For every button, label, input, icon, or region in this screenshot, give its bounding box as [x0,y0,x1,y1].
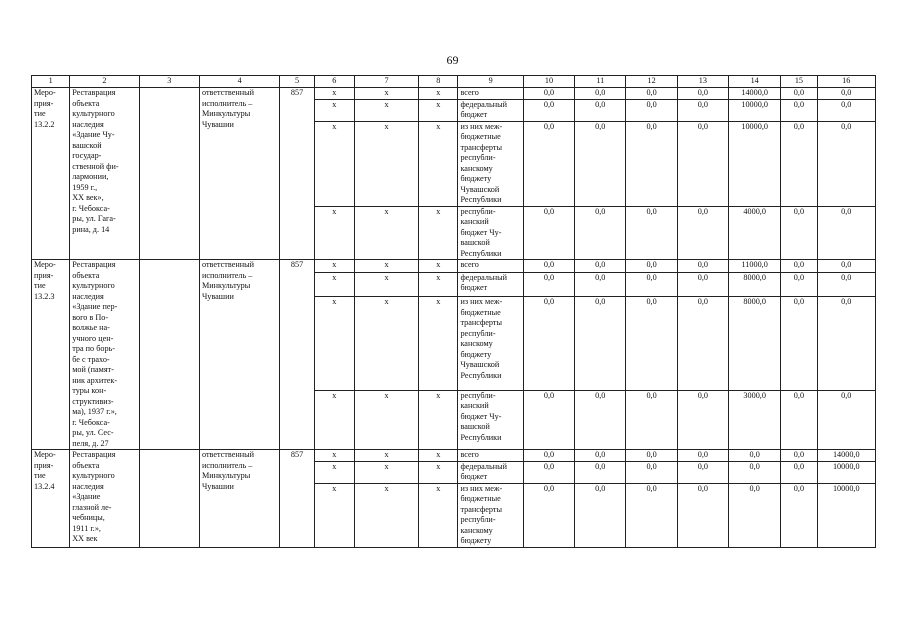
column-number: 14 [729,76,781,88]
amount-cell: 0,0 [781,390,817,449]
amount-cell: 0,0 [817,206,875,260]
table-row [32,450,876,462]
amount-cell: 0,0 [677,272,728,296]
amount-cell: 0,0 [677,390,728,449]
amount-cell: 0,0 [677,88,728,100]
amount-cell: 0,0 [817,99,875,121]
executor-cell: ответственный исполнитель – Минкультуры Чувашии [199,88,279,260]
amount-cell: 0,0 [817,297,875,391]
executor-cell: ответственный исполнитель – Минкультуры Чувашии [199,260,279,450]
object-name-cell: Реставрация объекта культурного наследия «Здание пер- вого в По- волжье на- учного цен- тра по борь- бе с трахо- мой (памят- ник архитек- туры кон- структивиз- ма), 1937 г.», г. Чебокса- ры, ул. Сес- пеля, д. 27 [70,260,139,450]
amount-cell: 0,0 [575,88,626,100]
amount-cell: 0,0 [523,121,574,206]
amount-cell: 0,0 [817,390,875,449]
amount-cell: 0,0 [677,121,728,206]
amount-cell: 0,0 [817,272,875,296]
amount-cell: 0,0 [677,260,728,273]
amount-cell: 0,0 [781,88,817,100]
activity-number-cell: Меро- прия- тие 13.2.4 [32,450,70,548]
column-number: 6 [314,76,354,88]
amount-cell: 14000,0 [729,88,781,100]
amount-cell: 0,0 [817,260,875,273]
amount-cell: 0,0 [626,390,677,449]
program-table [31,75,876,548]
classifier-cell: х [314,272,354,296]
amount-cell: 0,0 [523,88,574,100]
funding-source-cell: из них меж- бюджетные трансферты республи- канскому бюджету Чувашской Республики [458,121,523,206]
classifier-cell: х [354,260,418,273]
column-number: 16 [817,76,875,88]
classifier-cell: х [354,483,418,547]
amount-cell: 0,0 [575,450,626,462]
funding-source-cell: всего [458,450,523,462]
classifier-cell: х [419,121,458,206]
classifier-cell: х [419,483,458,547]
amount-cell: 0,0 [523,483,574,547]
column-number: 5 [280,76,314,88]
funding-source-cell: федеральный бюджет [458,272,523,296]
amount-cell: 0,0 [523,450,574,462]
amount-cell: 0,0 [523,206,574,260]
amount-cell: 0,0 [781,297,817,391]
column3-cell [139,260,199,450]
amount-cell: 0,0 [626,206,677,260]
column3-cell [139,450,199,548]
amount-cell: 3000,0 [729,390,781,449]
amount-cell: 0,0 [677,450,728,462]
column-number-row [32,76,876,88]
amount-cell: 0,0 [677,297,728,391]
activity-number-cell: Меро- прия- тие 13.2.2 [32,88,70,260]
column-number: 1 [32,76,70,88]
table-row [32,260,876,273]
budget-code-cell: 857 [280,260,314,450]
amount-cell: 0,0 [626,483,677,547]
classifier-cell: х [354,88,418,100]
column3-cell [139,88,199,260]
funding-source-cell: всего [458,88,523,100]
amount-cell: 0,0 [626,99,677,121]
amount-cell: 0,0 [523,461,574,483]
amount-cell: 0,0 [729,483,781,547]
column-number: 2 [70,76,139,88]
classifier-cell: х [419,88,458,100]
column-number: 11 [575,76,626,88]
classifier-cell: х [314,450,354,462]
column-number: 7 [354,76,418,88]
amount-cell: 11000,0 [729,260,781,273]
amount-cell: 0,0 [575,260,626,273]
funding-source-cell: всего [458,260,523,273]
amount-cell: 0,0 [575,272,626,296]
table-row [32,88,876,100]
amount-cell: 8000,0 [729,297,781,391]
amount-cell: 0,0 [575,99,626,121]
classifier-cell: х [314,297,354,391]
funding-source-cell: федеральный бюджет [458,99,523,121]
amount-cell: 10000,0 [729,99,781,121]
classifier-cell: х [354,461,418,483]
amount-cell: 0,0 [817,121,875,206]
funding-source-cell: из них меж- бюджетные трансферты республи- канскому бюджету [458,483,523,547]
amount-cell: 0,0 [729,461,781,483]
amount-cell: 0,0 [781,272,817,296]
amount-cell: 0,0 [523,272,574,296]
amount-cell: 0,0 [781,121,817,206]
activity-number-cell: Меро- прия- тие 13.2.3 [32,260,70,450]
object-name-cell: Реставрация объекта культурного наследия «Здание Чу- вашской государ- ственной фи- лармонии, 1959 г., XX век», г. Чебокса- ры, ул. Гага- рина, д. 14 [70,88,139,260]
classifier-cell: х [314,88,354,100]
amount-cell: 0,0 [781,260,817,273]
amount-cell: 0,0 [677,99,728,121]
amount-cell: 0,0 [575,483,626,547]
amount-cell: 0,0 [575,206,626,260]
classifier-cell: х [314,99,354,121]
amount-cell: 14000,0 [817,450,875,462]
classifier-cell: х [419,206,458,260]
column-number: 4 [199,76,279,88]
amount-cell: 0,0 [626,121,677,206]
amount-cell: 0,0 [817,88,875,100]
funding-source-cell: республи- канский бюджет Чу- вашской Республики [458,206,523,260]
amount-cell: 0,0 [781,461,817,483]
column-number: 10 [523,76,574,88]
object-name-cell: Реставрация объекта культурного наследия «Здание глазной ле- чебницы, 1911 г.», XX век [70,450,139,548]
amount-cell: 0,0 [523,297,574,391]
amount-cell: 0,0 [729,450,781,462]
classifier-cell: х [314,390,354,449]
classifier-cell: х [354,206,418,260]
classifier-cell: х [314,121,354,206]
page-number: 69 [446,53,459,67]
amount-cell: 0,0 [575,461,626,483]
budget-code-cell: 857 [280,88,314,260]
amount-cell: 10000,0 [817,461,875,483]
classifier-cell: х [354,99,418,121]
classifier-cell: х [354,272,418,296]
column-number: 12 [626,76,677,88]
column-number: 3 [139,76,199,88]
amount-cell: 0,0 [626,88,677,100]
classifier-cell: х [419,99,458,121]
amount-cell: 0,0 [626,297,677,391]
amount-cell: 0,0 [575,121,626,206]
amount-cell: 0,0 [781,450,817,462]
classifier-cell: х [314,206,354,260]
executor-cell: ответственный исполнитель – Минкультуры Чувашии [199,450,279,548]
amount-cell: 0,0 [677,461,728,483]
amount-cell: 0,0 [626,260,677,273]
amount-cell: 10000,0 [817,483,875,547]
amount-cell: 4000,0 [729,206,781,260]
classifier-cell: х [354,297,418,391]
classifier-cell: х [419,260,458,273]
budget-code-cell: 857 [280,450,314,548]
funding-source-cell: из них меж- бюджетные трансферты республи- канскому бюджету Чувашской Республики [458,297,523,391]
column-number: 15 [781,76,817,88]
classifier-cell: х [354,450,418,462]
amount-cell: 0,0 [781,99,817,121]
column-number: 8 [419,76,458,88]
amount-cell: 0,0 [523,99,574,121]
amount-cell: 0,0 [677,483,728,547]
classifier-cell: х [314,483,354,547]
classifier-cell: х [354,390,418,449]
amount-cell: 0,0 [626,272,677,296]
amount-cell: 0,0 [523,260,574,273]
classifier-cell: х [314,461,354,483]
classifier-cell: х [419,461,458,483]
classifier-cell: х [419,297,458,391]
amount-cell: 0,0 [677,206,728,260]
amount-cell: 0,0 [626,450,677,462]
column-number: 13 [677,76,728,88]
funding-source-cell: республи- канский бюджет Чу- вашской Республики [458,390,523,449]
amount-cell: 0,0 [575,297,626,391]
column-number: 9 [458,76,523,88]
amount-cell: 0,0 [626,461,677,483]
classifier-cell: х [419,390,458,449]
classifier-cell: х [419,450,458,462]
amount-cell: 0,0 [781,206,817,260]
funding-source-cell: федеральный бюджет [458,461,523,483]
amount-cell: 8000,0 [729,272,781,296]
classifier-cell: х [419,272,458,296]
amount-cell: 10000,0 [729,121,781,206]
amount-cell: 0,0 [523,390,574,449]
classifier-cell: х [314,260,354,273]
amount-cell: 0,0 [781,483,817,547]
classifier-cell: х [354,121,418,206]
amount-cell: 0,0 [575,390,626,449]
